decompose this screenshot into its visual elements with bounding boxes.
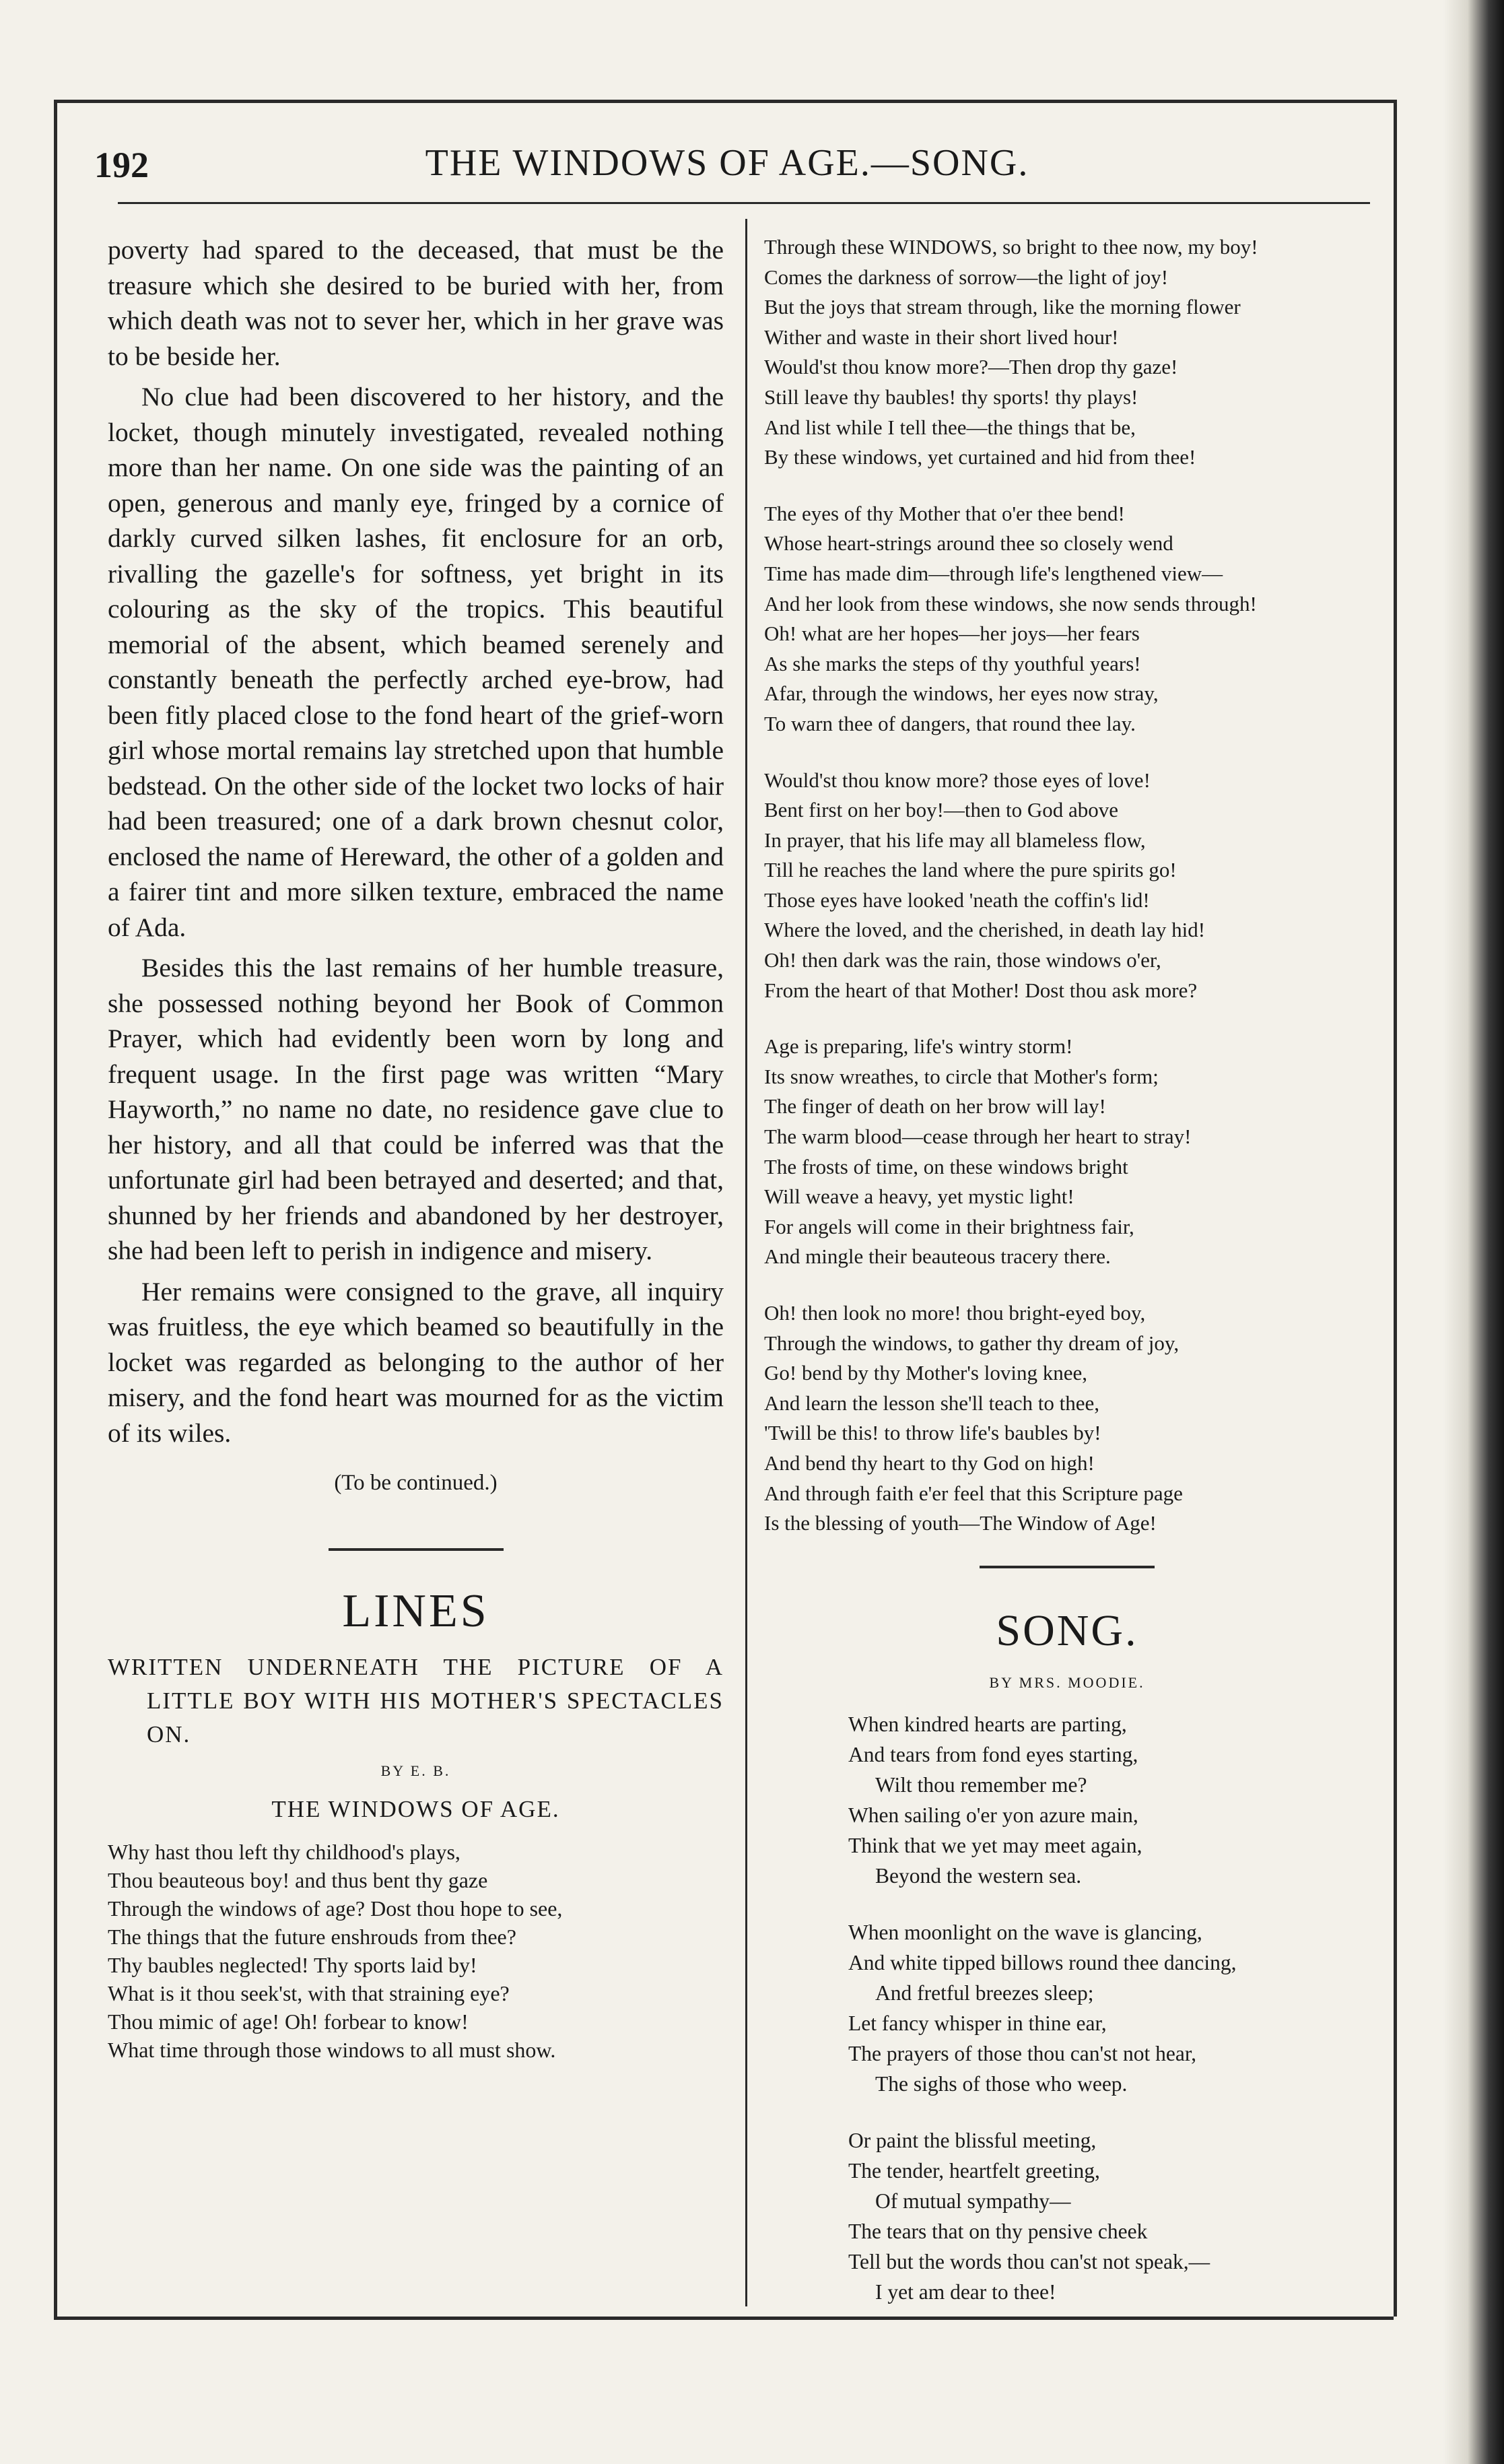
story-continuation xyxy=(108,232,724,1451)
poem-line: As she marks the steps of thy youthful years! xyxy=(764,651,1141,675)
poem-stanza xyxy=(764,232,1370,473)
story-paragraph: poverty had spared to the deceased, that must be the treasure which she desired to be buried with her, from which death was not to sever her, which in her grave was to be beside her. xyxy=(108,235,724,371)
page-edge-shadow xyxy=(1443,0,1504,2464)
poem-line: And list while I tell thee—the things that be, xyxy=(764,415,1136,439)
to-be-continued: (To be continued.) xyxy=(334,1471,498,1495)
poem-line: Oh! then look no more! thou bright-eyed boy, xyxy=(764,1301,1146,1325)
poem-line: And fretful breezes sleep; xyxy=(875,1980,1094,2005)
frame-bottom-border xyxy=(54,2317,1394,2320)
windows-of-age-continuation xyxy=(764,232,1370,1539)
column-divider xyxy=(745,219,747,2306)
poem-line: Whose heart-strings around thee so closely wend xyxy=(764,531,1173,556)
right-column xyxy=(764,232,1370,2307)
poem-line: Still leave thy baubles! thy sports! thy plays! xyxy=(764,385,1138,409)
poem-line: Wilt thou remember me? xyxy=(875,1772,1087,1797)
page-header xyxy=(94,135,1373,195)
poem-line: When sailing o'er yon azure main, xyxy=(848,1803,1138,1827)
poem-line: To warn thee of dangers, that round thee lay. xyxy=(764,711,1136,735)
poem-line: The eyes of thy Mother that o'er thee bend! xyxy=(764,501,1125,525)
poem-line: And mingle their beauteous tracery there. xyxy=(764,1244,1111,1269)
frame-top-border xyxy=(54,100,1394,103)
story-paragraph: No clue had been discovered to her history, and the locket, though minutely investigated, revealed nothing more than her name. On one side was the painting of an open, generous and manly eye, fringed by a cornice of darkly curved silken lashes, fit enclosure for an orb, rivalling the gazelle's for softness, yet bright in its colouring as the sky of the tropics. This beautiful memorial of the absent, which beamed serenely and constantly beneath the perfectly arched eye-brow, had been fitly placed close to the fond heart of the grief-worn girl whose mortal remains lay stretched upon that humble bedstead. On the other side of the locket two locks of hair had been treasured; one of a dark brown chesnut color, enclosed the name of Hereward, the other of a golden and a fairer tint and more silken texture, embraced the name of Ada. xyxy=(108,382,724,942)
poem-line: Bent first on her boy!—then to God above xyxy=(764,798,1119,822)
poem-line: Would'st thou know more? those eyes of love! xyxy=(764,768,1151,792)
poem-line: Go! bend by thy Mother's loving knee, xyxy=(764,1361,1087,1385)
poem-line: Those eyes have looked 'neath the coffin's lid! xyxy=(764,888,1150,912)
lines-subtitle: WRITTEN UNDERNEATH THE PICTURE OF A LITTLE BOY WITH HIS MOTHER'S SPECTACLES ON. xyxy=(108,1654,724,1747)
header-rule xyxy=(118,202,1370,204)
poem-line: Let fancy whisper in thine ear, xyxy=(848,2011,1107,2035)
poem-line: Is the blessing of youth—The Window of Age! xyxy=(764,1511,1157,1535)
poem-line: Thou beauteous boy! and thus bent thy gaze xyxy=(108,1868,488,1892)
section-rule xyxy=(329,1548,504,1551)
poem-stanza xyxy=(764,1032,1370,1272)
poem-line: By these windows, yet curtained and hid from thee! xyxy=(764,445,1196,469)
poem-line: Beyond the western sea. xyxy=(875,1863,1082,1888)
poem-line: Age is preparing, life's wintry storm! xyxy=(764,1034,1073,1059)
poem-line: Till he reaches the land where the pure spirits go! xyxy=(764,858,1177,882)
song-poem xyxy=(848,1709,1370,2307)
poem-line: Would'st thou know more?—Then drop thy gaze! xyxy=(764,355,1178,379)
poem-stanza xyxy=(848,2125,1370,2307)
poem-line: Its snow wreathes, to circle that Mother's form; xyxy=(764,1064,1159,1088)
left-column xyxy=(108,232,724,2064)
poem-line: Why hast thou left thy childhood's plays, xyxy=(108,1840,460,1864)
poem-line: And bend thy heart to thy God on high! xyxy=(764,1451,1095,1475)
poem-line: For angels will come in their brightness fair, xyxy=(764,1214,1134,1238)
poem-line: Will weave a heavy, yet mystic light! xyxy=(764,1185,1074,1209)
poem-line: Through the windows, to gather thy dream of joy, xyxy=(764,1331,1180,1355)
poem-line: Afar, through the windows, her eyes now stray, xyxy=(764,681,1159,706)
poem-line: The sighs of those who weep. xyxy=(875,2071,1128,2096)
poem-line: Or paint the blissful meeting, xyxy=(848,2128,1097,2152)
poem-line: The tears that on thy pensive cheek xyxy=(848,2219,1148,2243)
poem-line: Tell but the words thou can'st not speak,— xyxy=(848,2249,1210,2273)
poem-line: And learn the lesson she'll teach to thee, xyxy=(764,1391,1099,1415)
poem-line: From the heart of that Mother! Dost thou ask more? xyxy=(764,978,1198,1002)
poem-line: Think that we yet may meet again, xyxy=(848,1833,1142,1857)
poem-line: And her look from these windows, she now sends through! xyxy=(764,591,1257,615)
poem-stanza xyxy=(848,1709,1370,1891)
windows-of-age-heading: THE WINDOWS OF AGE. xyxy=(271,1796,560,1822)
poem-line: I yet am dear to thee! xyxy=(875,2279,1056,2304)
song-byline: BY MRS. MOODIE. xyxy=(989,1673,1145,1691)
poem-line: Through the windows of age? Dost thou hope to see, xyxy=(108,1896,563,1921)
poem-line: And through faith e'er feel that this Scripture page xyxy=(764,1481,1183,1505)
poem-line: Oh! then dark was the rain, those windows o'er, xyxy=(764,948,1161,972)
poem-line: The prayers of those thou can'st not hear, xyxy=(848,2041,1196,2065)
poem-stanza xyxy=(848,1917,1370,2099)
poem-stanza xyxy=(764,1298,1370,1539)
poem-line: When kindred hearts are parting, xyxy=(848,1712,1127,1736)
poem-stanza xyxy=(764,499,1370,739)
section-rule xyxy=(980,1566,1155,1568)
song-title: SONG. xyxy=(996,1605,1138,1655)
poem-line: Comes the darkness of sorrow—the light of joy! xyxy=(764,265,1169,289)
poem-stanza xyxy=(108,1838,724,2064)
poem-line: What time through those windows to all must show. xyxy=(108,2038,556,2062)
poem-line: Time has made dim—through life's lengthened view— xyxy=(764,561,1223,585)
page-number: 192 xyxy=(94,145,149,185)
poem-line: The tender, heartfelt greeting, xyxy=(848,2158,1100,2183)
poem-line: And white tipped billows round thee dancing, xyxy=(848,1950,1237,1974)
poem-line: Of mutual sympathy— xyxy=(875,2189,1071,2213)
poem-line: Thy baubles neglected! Thy sports laid by! xyxy=(108,1953,477,1977)
poem-line: What is it thou seek'st, with that straining eye? xyxy=(108,1981,510,2005)
lines-byline: BY E. B. xyxy=(380,1762,451,1779)
poem-line: The warm blood—cease through her heart to stray! xyxy=(764,1125,1192,1149)
poem-line: Thou mimic of age! Oh! forbear to know! xyxy=(108,2009,469,2034)
poem-line: Where the loved, and the cherished, in death lay hid! xyxy=(764,918,1206,942)
poem-line: The finger of death on her brow will lay! xyxy=(764,1094,1106,1119)
running-title: THE WINDOWS OF AGE.—SONG. xyxy=(425,142,1029,184)
poem-line: In prayer, that his life may all blameless flow, xyxy=(764,828,1146,852)
lines-title: LINES xyxy=(342,1585,489,1637)
frame-right-border xyxy=(1394,100,1397,2317)
poem-line: Oh! what are her hopes—her joys—her fears xyxy=(764,622,1140,646)
poem-line: Wither and waste in their short lived hour! xyxy=(764,325,1119,349)
poem-line: When moonlight on the wave is glancing, xyxy=(848,1920,1202,1944)
story-paragraph: Besides this the last remains of her humble treasure, she possessed nothing beyond her Book of Common Prayer, which had evidently been worn by long and frequent usage. In the first page was written “Mary Hayworth,” no name no date, no residence gave clue to her history, and all that could be inferred was that the unfortunate girl had been betrayed and deserted; and that, shunned by her friends and abandoned by her destroyer, she had been left to perish in indigence and misery. xyxy=(108,953,724,1265)
poem-line: But the joys that stream through, like the morning flower xyxy=(764,295,1241,319)
story-paragraph: Her remains were consigned to the grave, all inquiry was fruitless, the eye which beamed so beautifully in the locket was regarded as belonging to the author of her misery, and the fond heart was mourned for as the victim of its wiles. xyxy=(108,1276,724,1448)
poem-line: And tears from fond eyes starting, xyxy=(848,1742,1138,1766)
poem-line: 'Twill be this! to throw life's baubles by! xyxy=(764,1421,1101,1445)
poem-line: The things that the future enshrouds from thee? xyxy=(108,1925,516,1949)
frame-left-border xyxy=(54,100,57,2317)
poem-line: Through these WINDOWS, so bright to thee now, my boy! xyxy=(764,235,1258,259)
poem-line: The frosts of time, on these windows bright xyxy=(764,1154,1128,1178)
poem-stanza xyxy=(764,766,1370,1006)
